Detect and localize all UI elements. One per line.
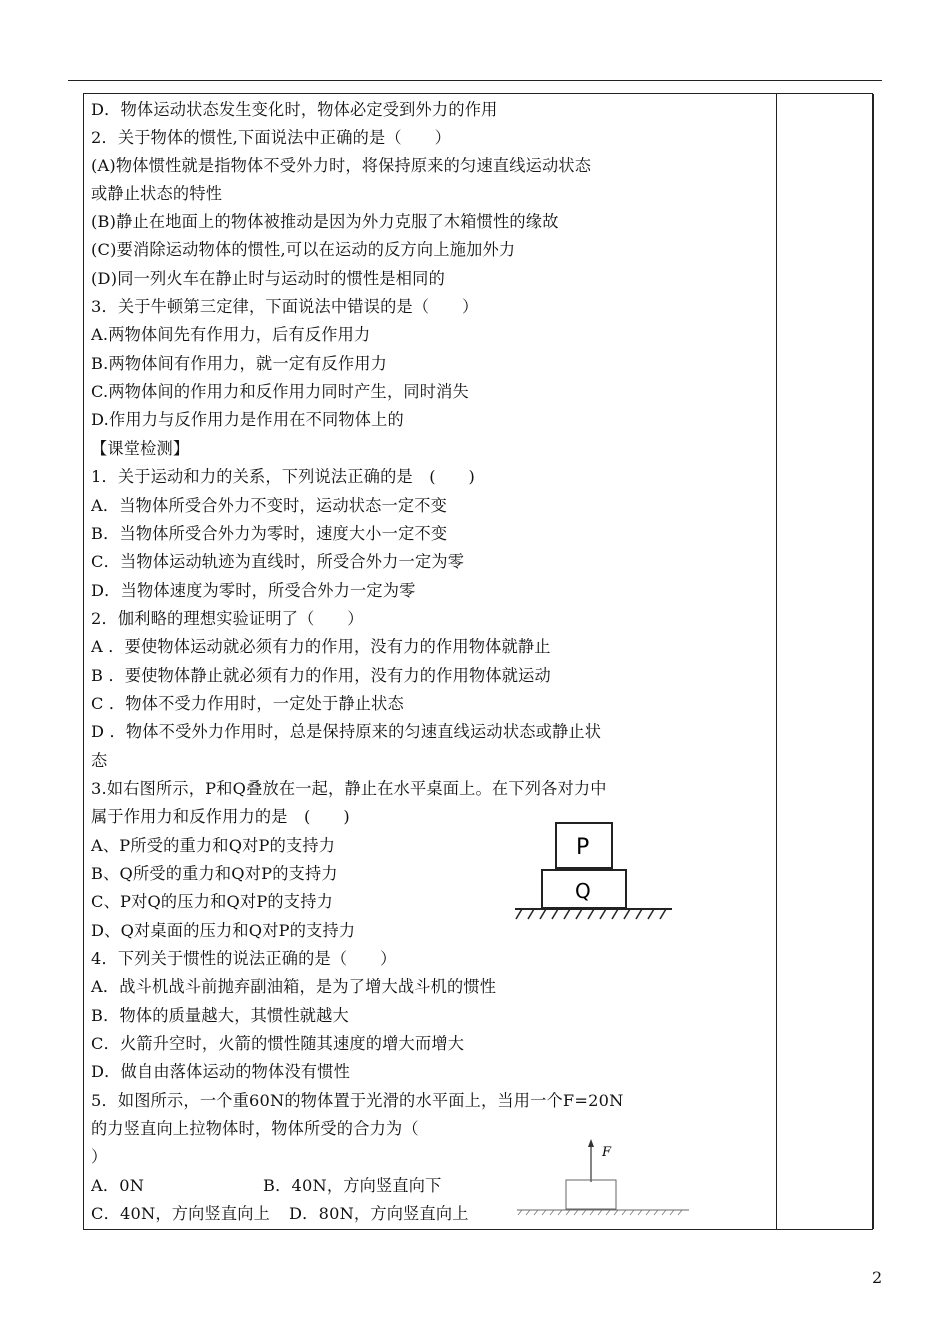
q5-option-c: C．40N，方向竖直向上	[91, 1204, 271, 1223]
page-number: 2	[872, 1268, 883, 1287]
table-column-divider	[873, 94, 874, 1229]
text-line: B、Q所受的重力和Q对P的支持力	[91, 864, 338, 883]
text-line: 5．如图所示，一个重60N的物体置于光滑的水平面上，当用一个F=20N	[91, 1091, 624, 1110]
text-line: D．物体运动状态发生变化时，物体必定受到外力的作用	[91, 100, 498, 119]
text-line: B ．要使物体静止就必须有力的作用，没有力的作用物体就运动	[91, 666, 551, 685]
block-force-figure	[514, 1134, 694, 1224]
pq-stacked-blocks-figure	[512, 812, 682, 942]
text-line: A ．要使物体运动就必须有力的作用，没有力的作用物体就静止	[91, 637, 551, 656]
text-line: (A)物体惯性就是指物体不受外力时，将保持原来的匀速直线运动状态	[91, 156, 592, 175]
text-line: (D)同一列火车在静止时与运动时的惯性是相同的	[91, 269, 445, 288]
worksheet-table	[83, 93, 873, 1230]
text-line: C、P对Q的压力和Q对P的支持力	[91, 892, 333, 911]
arrow-head-icon	[588, 1139, 594, 1147]
q5-option-a: A．0N	[91, 1176, 145, 1195]
text-line: C．火箭升空时，火箭的惯性随其速度的增大而增大	[91, 1034, 465, 1053]
block	[566, 1180, 616, 1209]
section-heading: 【课堂检测】	[91, 439, 190, 458]
text-line: 3．关于牛顿第三定律，下面说法中错误的是（ ）	[91, 297, 479, 316]
text-line: B.两物体间有作用力，就一定有反作用力	[91, 354, 388, 373]
text-line: D．当物体速度为零时，所受合外力一定为零	[91, 581, 416, 600]
text-line: (B)静止在地面上的物体被推动是因为外力克服了木箱惯性的缘故	[91, 212, 559, 231]
text-line: (C)要消除运动物体的惯性,可以在运动的反方向上施加外力	[91, 240, 516, 259]
text-line: A、P所受的重力和Q对P的支持力	[91, 836, 336, 855]
header-rule	[68, 80, 882, 81]
text-line: B．物体的质量越大，其惯性就越大	[91, 1006, 349, 1025]
text-line: C ．物体不受力作用时，一定处于静止状态	[91, 694, 404, 713]
text-line: 2．伽利略的理想实验证明了（ ）	[91, 609, 364, 628]
text-line: 3.如右图所示，P和Q叠放在一起，静止在水平桌面上。在下列各对力中	[91, 779, 607, 798]
table-column-divider	[776, 94, 777, 1229]
text-line: 态	[91, 751, 108, 770]
text-line: ）	[91, 1147, 108, 1166]
q5-option-d: D．80N，方向竖直向上	[289, 1204, 469, 1223]
text-line: C.两物体间的作用力和反作用力同时产生，同时消失	[91, 382, 469, 401]
surface-hatching	[518, 1210, 682, 1215]
q5-option-b: B．40N，方向竖直向下	[263, 1176, 442, 1195]
text-line: 的力竖直向上拉物体时，物体所受的合力为（	[91, 1119, 419, 1138]
text-line: 属于作用力和反作用力的是 ( )	[91, 807, 350, 826]
label-q: Q	[575, 879, 591, 903]
label-p: P	[576, 835, 590, 860]
text-line: 2．关于物体的惯性,下面说法中正确的是（ ）	[91, 128, 451, 147]
text-line: D、Q对桌面的压力和Q对P的支持力	[91, 921, 356, 940]
text-line: 或静止状态的特性	[91, 184, 223, 203]
label-f: F	[602, 1145, 612, 1160]
text-line: D．做自由落体运动的物体没有惯性	[91, 1062, 350, 1081]
ground-hatching	[516, 909, 666, 919]
text-line: A．当物体所受合外力不变时，运动状态一定不变	[91, 496, 448, 515]
text-line: B．当物体所受合外力为零时，速度大小一定不变	[91, 524, 448, 543]
text-line: D.作用力与反作用力是作用在不同物体上的	[91, 410, 404, 429]
text-line: D ．物体不受外力作用时，总是保持原来的匀速直线运动状态或静止状	[91, 722, 602, 741]
text-line: A.两物体间先有作用力，后有反作用力	[91, 325, 371, 344]
text-line: 1．关于运动和力的关系，下列说法正确的是 ( )	[91, 467, 476, 486]
text-line: C．当物体运动轨迹为直线时，所受合外力一定为零	[91, 552, 465, 571]
text-line: A．战斗机战斗前抛弃副油箱，是为了增大战斗机的惯性	[91, 977, 497, 996]
text-line: 4．下列关于惯性的说法正确的是（ ）	[91, 949, 397, 968]
